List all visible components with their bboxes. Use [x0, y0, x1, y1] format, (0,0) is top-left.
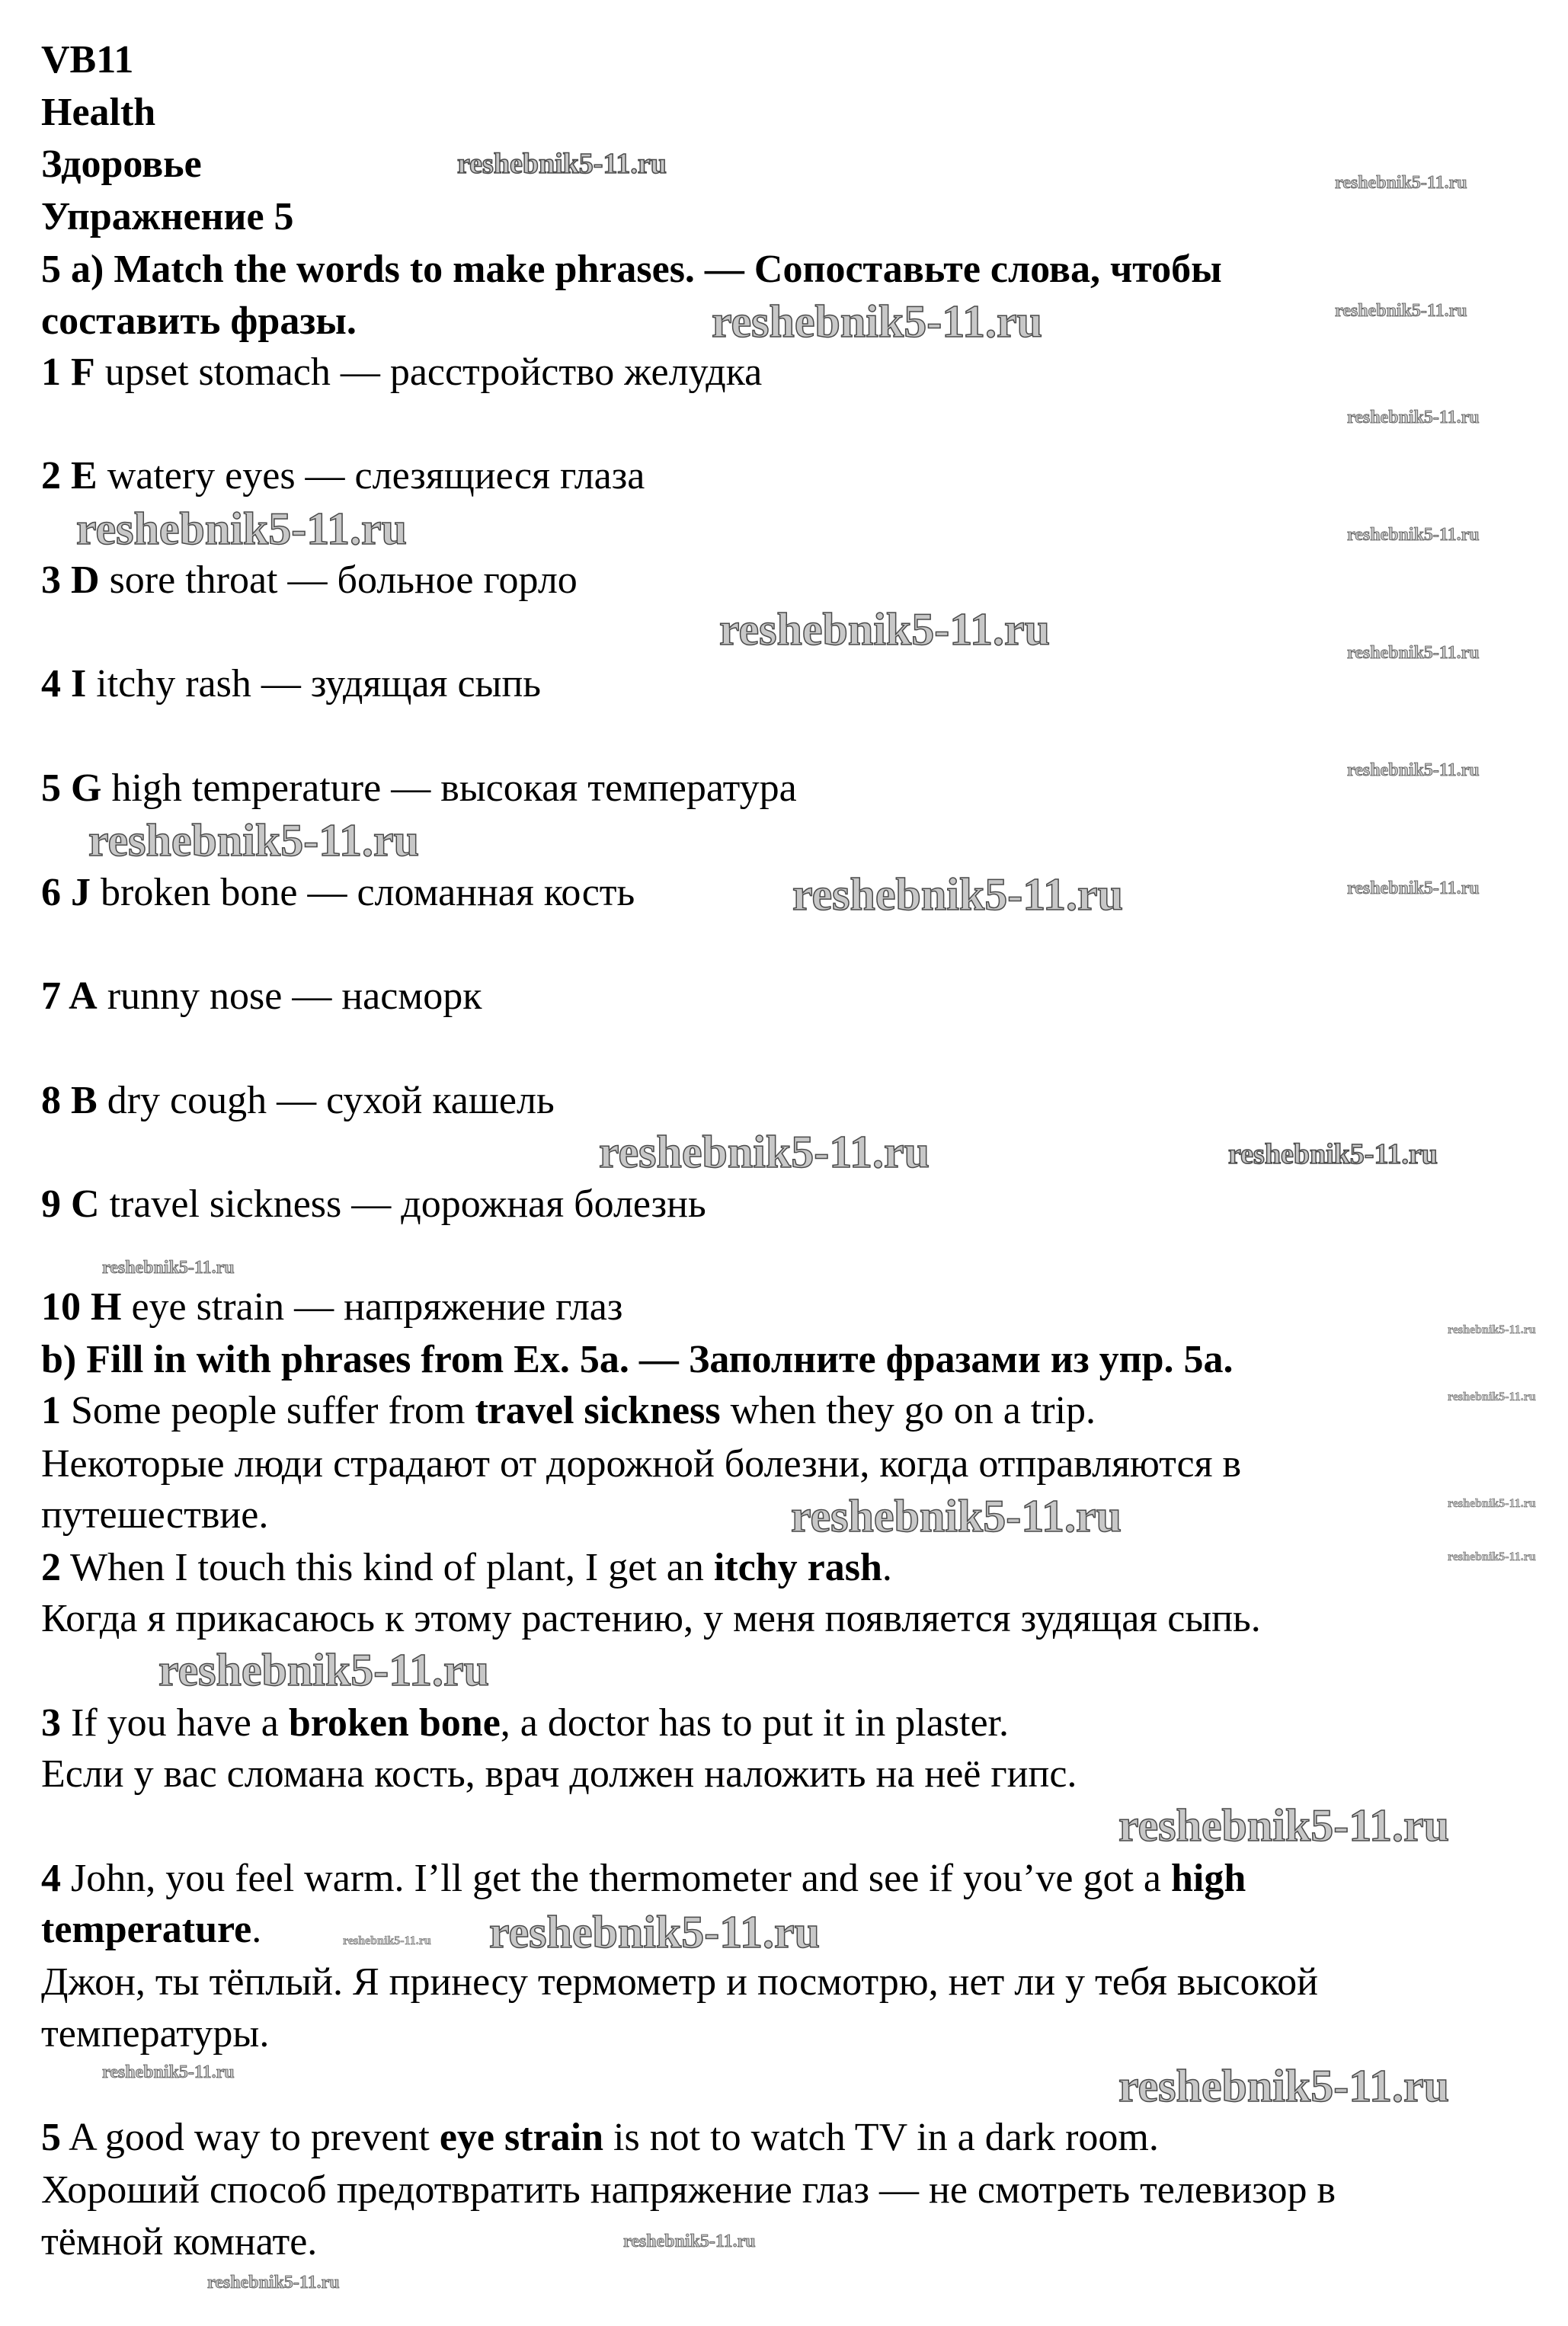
- item-number: 4: [41, 1857, 61, 1900]
- match-text: travel sickness — дорожная болезнь: [99, 1182, 706, 1226]
- watermark: reshebnik5-11.ru: [599, 1127, 930, 1177]
- match-item: [41, 764, 797, 813]
- match-item: [41, 556, 578, 605]
- watermark: reshebnik5-11.ru: [102, 2062, 235, 2082]
- match-text: eye strain — напряжение глаз: [121, 1285, 623, 1329]
- watermark: reshebnik5-11.ru: [489, 1907, 820, 1957]
- fill-sentence: [41, 1699, 1009, 1748]
- watermark: reshebnik5-11.ru: [623, 2232, 756, 2251]
- sentence-text: .: [882, 1546, 892, 1589]
- part-b-title: b) Fill in with phrases from Ex. 5a. — Заполните фразами из упр. 5a.: [41, 1338, 1234, 1381]
- sentence-text: is not to watch TV in a dark room.: [603, 2116, 1159, 2159]
- translation: Если у вас сломана кость, врач должен наложить на неё гипс.: [41, 1752, 1077, 1796]
- watermark: reshebnik5-11.ru: [1228, 1138, 1438, 1170]
- match-item: [41, 1077, 555, 1125]
- match-key: 2 E: [41, 454, 98, 498]
- part-a-title-cont: составить фразы.: [41, 299, 357, 343]
- match-key: 3 D: [41, 558, 100, 602]
- match-key: 6 J: [41, 871, 91, 914]
- watermark: reshebnik5-11.ru: [712, 296, 1042, 347]
- sentence-text: .: [251, 1908, 262, 1951]
- topic-ru: Здоровье: [41, 142, 202, 186]
- fill-sentence: [41, 2113, 1159, 2162]
- fill-sentence: [41, 1854, 1246, 1903]
- sentence-text: If you have a: [61, 1701, 289, 1745]
- watermark: reshebnik5-11.ru: [88, 815, 419, 865]
- match-key: 10 H: [41, 1285, 122, 1329]
- translation: тёмной комнате.: [41, 2220, 318, 2264]
- watermark: reshebnik5-11.ru: [1118, 2061, 1449, 2111]
- sentence-text: John, you feel warm. I’ll get the thermometer and see if you’ve got a: [61, 1857, 1171, 1900]
- match-key: 8 B: [41, 1079, 98, 1122]
- watermark: reshebnik5-11.ru: [343, 1934, 431, 1947]
- fill-sentence: [41, 1387, 1096, 1435]
- exercise-title: Упражнение 5: [41, 195, 294, 238]
- watermark: reshebnik5-11.ru: [1448, 1550, 1536, 1563]
- match-item: [41, 1283, 622, 1332]
- watermark: reshebnik5-11.ru: [1448, 1323, 1536, 1336]
- watermark: reshebnik5-11.ru: [1335, 301, 1467, 321]
- match-key: 9 C: [41, 1182, 100, 1226]
- match-item: [41, 1180, 706, 1229]
- watermark: reshebnik5-11.ru: [1335, 173, 1467, 193]
- match-item: [41, 869, 635, 917]
- watermark: reshebnik5-11.ru: [158, 1645, 489, 1695]
- watermark: reshebnik5-11.ru: [792, 869, 1123, 920]
- watermark: reshebnik5-11.ru: [1118, 1800, 1449, 1851]
- watermark: reshebnik5-11.ru: [76, 504, 407, 554]
- match-text: itchy rash — зудящая сыпь: [86, 662, 542, 705]
- translation: Когда я прикасаюсь к этому растению, у меня появляется зудящая сыпь.: [41, 1597, 1261, 1640]
- watermark: reshebnik5-11.ru: [719, 604, 1050, 654]
- answer-phrase: travel sickness: [475, 1389, 721, 1432]
- watermark: reshebnik5-11.ru: [1448, 1390, 1536, 1403]
- watermark: reshebnik5-11.ru: [1347, 878, 1480, 898]
- watermark: reshebnik5-11.ru: [1347, 760, 1480, 780]
- match-text: dry cough — сухой кашель: [97, 1079, 555, 1122]
- answer-phrase: high: [1170, 1857, 1246, 1900]
- match-item: [41, 660, 541, 709]
- match-text: watery eyes — слезящиеся глаза: [97, 454, 645, 498]
- watermark: reshebnik5-11.ru: [1448, 1497, 1536, 1510]
- sentence-text: when they go on a trip.: [720, 1389, 1096, 1432]
- section-code: VB11: [41, 38, 134, 82]
- translation: Джон, ты тёплый. Я принесу термометр и посмотрю, нет ли у тебя высокой: [41, 1960, 1318, 2004]
- translation: Хороший способ предотвратить напряжение глаз — не смотреть телевизор в: [41, 2168, 1336, 2212]
- match-text: runny nose — насморк: [97, 974, 482, 1018]
- answer-phrase: broken bone: [288, 1701, 501, 1745]
- watermark: reshebnik5-11.ru: [791, 1491, 1122, 1541]
- watermark: reshebnik5-11.ru: [457, 148, 667, 180]
- match-key: 4 I: [41, 662, 87, 705]
- item-number: 3: [41, 1701, 61, 1745]
- topic-en: Health: [41, 91, 156, 134]
- translation: температуры.: [41, 2012, 270, 2056]
- match-text: sore throat — больное горло: [99, 558, 578, 602]
- translation: путешествие.: [41, 1493, 269, 1537]
- match-text: high temperature — высокая температура: [101, 766, 797, 810]
- fill-sentence-cont: [41, 1905, 261, 1954]
- watermark: reshebnik5-11.ru: [1347, 408, 1480, 427]
- fill-sentence: [41, 1544, 892, 1592]
- watermark: reshebnik5-11.ru: [102, 1258, 235, 1278]
- match-text: upset stomach — расстройство желудка: [94, 350, 763, 394]
- match-item: [41, 348, 762, 397]
- answer-phrase: itchy rash: [713, 1546, 882, 1589]
- match-key: 1 F: [41, 350, 95, 394]
- watermark: reshebnik5-11.ru: [1347, 643, 1480, 663]
- item-number: 5: [41, 2116, 61, 2159]
- match-key: 5 G: [41, 766, 102, 810]
- part-a-title: 5 a) Match the words to make phrases. — Сопоставьте слова, чтобы: [41, 248, 1222, 291]
- match-text: broken bone — сломанная кость: [91, 871, 635, 914]
- item-number: 2: [41, 1546, 61, 1589]
- sentence-text: When I touch this kind of plant, I get an: [61, 1546, 714, 1589]
- match-key: 7 A: [41, 974, 98, 1018]
- item-number: 1: [41, 1389, 61, 1432]
- answer-phrase: eye strain: [439, 2116, 603, 2159]
- sentence-text: A good way to prevent: [61, 2116, 440, 2159]
- answer-phrase: temperature: [41, 1908, 252, 1951]
- translation: Некоторые люди страдают от дорожной болезни, когда отправляются в: [41, 1442, 1242, 1486]
- match-item: [41, 972, 482, 1021]
- sentence-text: Some people suffer from: [61, 1389, 475, 1432]
- sentence-text: , a doctor has to put it in plaster.: [500, 1701, 1009, 1745]
- watermark: reshebnik5-11.ru: [1347, 525, 1480, 545]
- match-item: [41, 452, 645, 501]
- watermark: reshebnik5-11.ru: [207, 2273, 340, 2292]
